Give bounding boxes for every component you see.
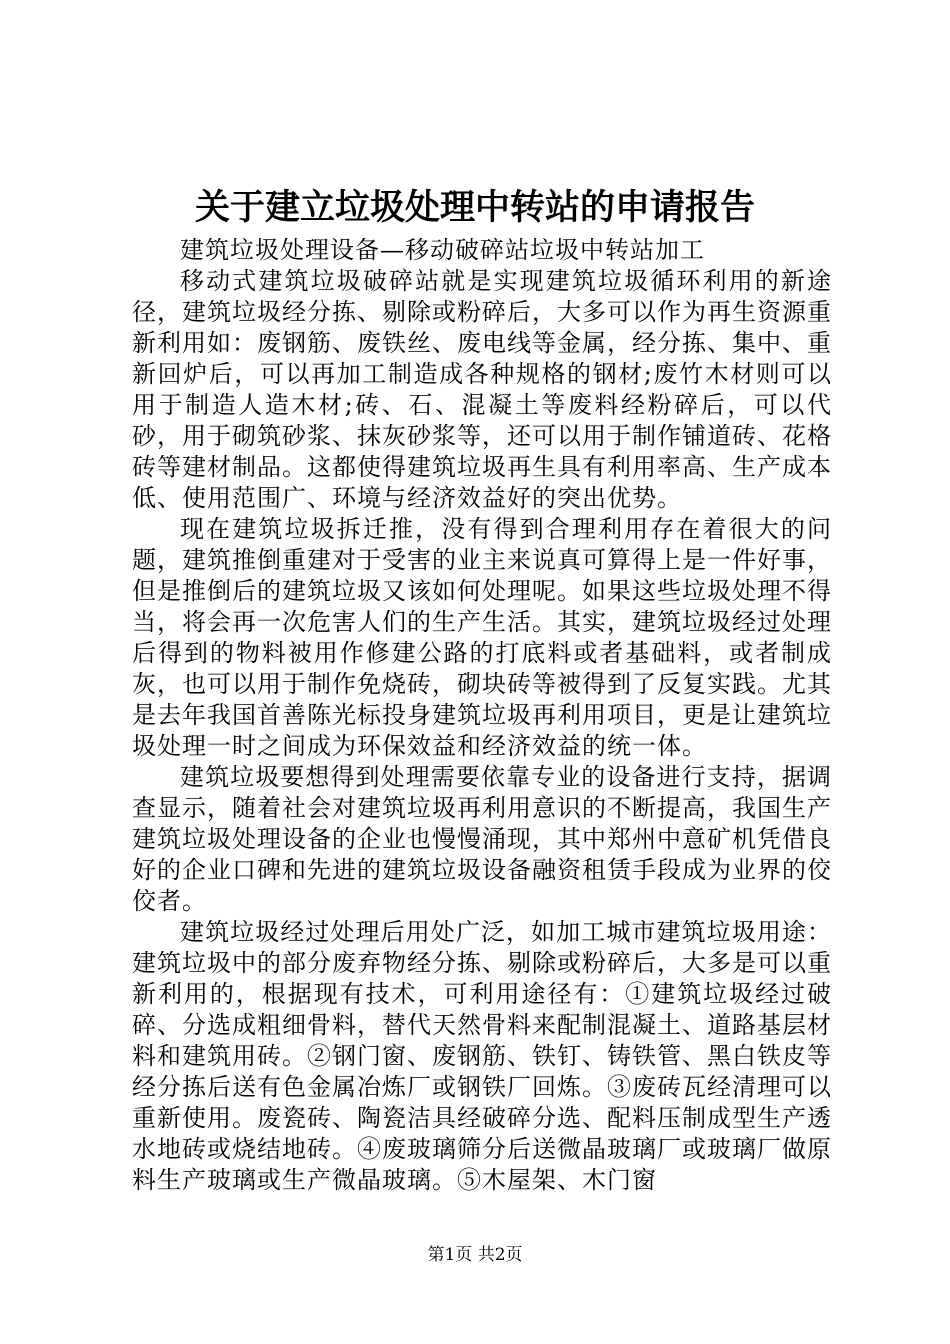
- page-footer: 第1页 共2页: [427, 1245, 523, 1265]
- paragraph: 移动式建筑垃圾破碎站就是实现建筑垃圾循环利用的新途径，建筑垃圾经分拣、剔除或粉碎后，大多可以作为再生资源重新利用如：废钢筋、废铁丝、废电线等金属，经分拣、集中、重新回炉后，可以再加工制造成各种规格的钢材;废竹木材则可以用于制造人造木材;砖、石、混凝土等废料经粉碎后，可以代砂，用于砌筑砂浆、抹灰砂浆等，还可以用于制作铺道砖、花格砖等建材制品。这都使得建筑垃圾再生具有利用率高、生产成本低、使用范围广、环境与经济效益好的突出优势。: [132, 267, 832, 512]
- paragraph: 建筑垃圾要想得到处理需要依靠专业的设备进行支持，据调查显示，随着社会对建筑垃圾再利用意识的不断提高，我国生产建筑垃圾处理设备的企业也慢慢涌现，其中郑州中意矿机凭借良好的企业口碑和先进的建筑垃圾设备融资租赁手段成为业界的佼佼者。: [132, 763, 832, 915]
- paragraph: 建筑垃圾经过处理后用处广泛，如加工城市建筑垃圾用途：建筑垃圾中的部分废弃物经分拣、剔除或粉碎后，大多是可以重新利用的，根据现有技术，可利用途径有：①建筑垃圾经过破碎、分选成粗细骨料，替代天然骨料来配制混凝土、道路基层材料和建筑用砖。②钢门窗、废钢筋、铁钉、铸铁管、黑白铁皮等经分拣后送有色金属冶炼厂或钢铁厂回炼。③废砖瓦经清理可以重新使用。废瓷砖、陶瓷洁具经破碎分选、配料压制成型生产透水地砖或烧结地砖。④废玻璃筛分后送微晶玻璃厂或玻璃厂做原料生产玻璃或生产微晶玻璃。⑤木屋架、木门窗: [132, 918, 832, 1194]
- document-body: [132, 235, 832, 1196]
- paragraph: 现在建筑垃圾拆迁推，没有得到合理利用存在着很大的问题，建筑推倒重建对于受害的业主来说真可算得上是一件好事，但是推倒后的建筑垃圾又该如何处理呢。如果这些垃圾处理不得当，将会再一次危害人们的生产生活。其实，建筑垃圾经过处理后得到的物料被用作修建公路的打底料或者基础料，或者制成灰，也可以用于制作免烧砖，砌块砖等被得到了反复实践。尤其是去年我国首善陈光标投身建筑垃圾再利用项目，更是让建筑垃圾处理一时之间成为环保效益和经济效益的统一体。: [132, 515, 832, 760]
- document-title: 关于建立垃圾处理中转站的申请报告: [194, 187, 755, 228]
- paragraph-subtitle: 建筑垃圾处理设备—移动破碎站垃圾中转站加工: [180, 236, 705, 264]
